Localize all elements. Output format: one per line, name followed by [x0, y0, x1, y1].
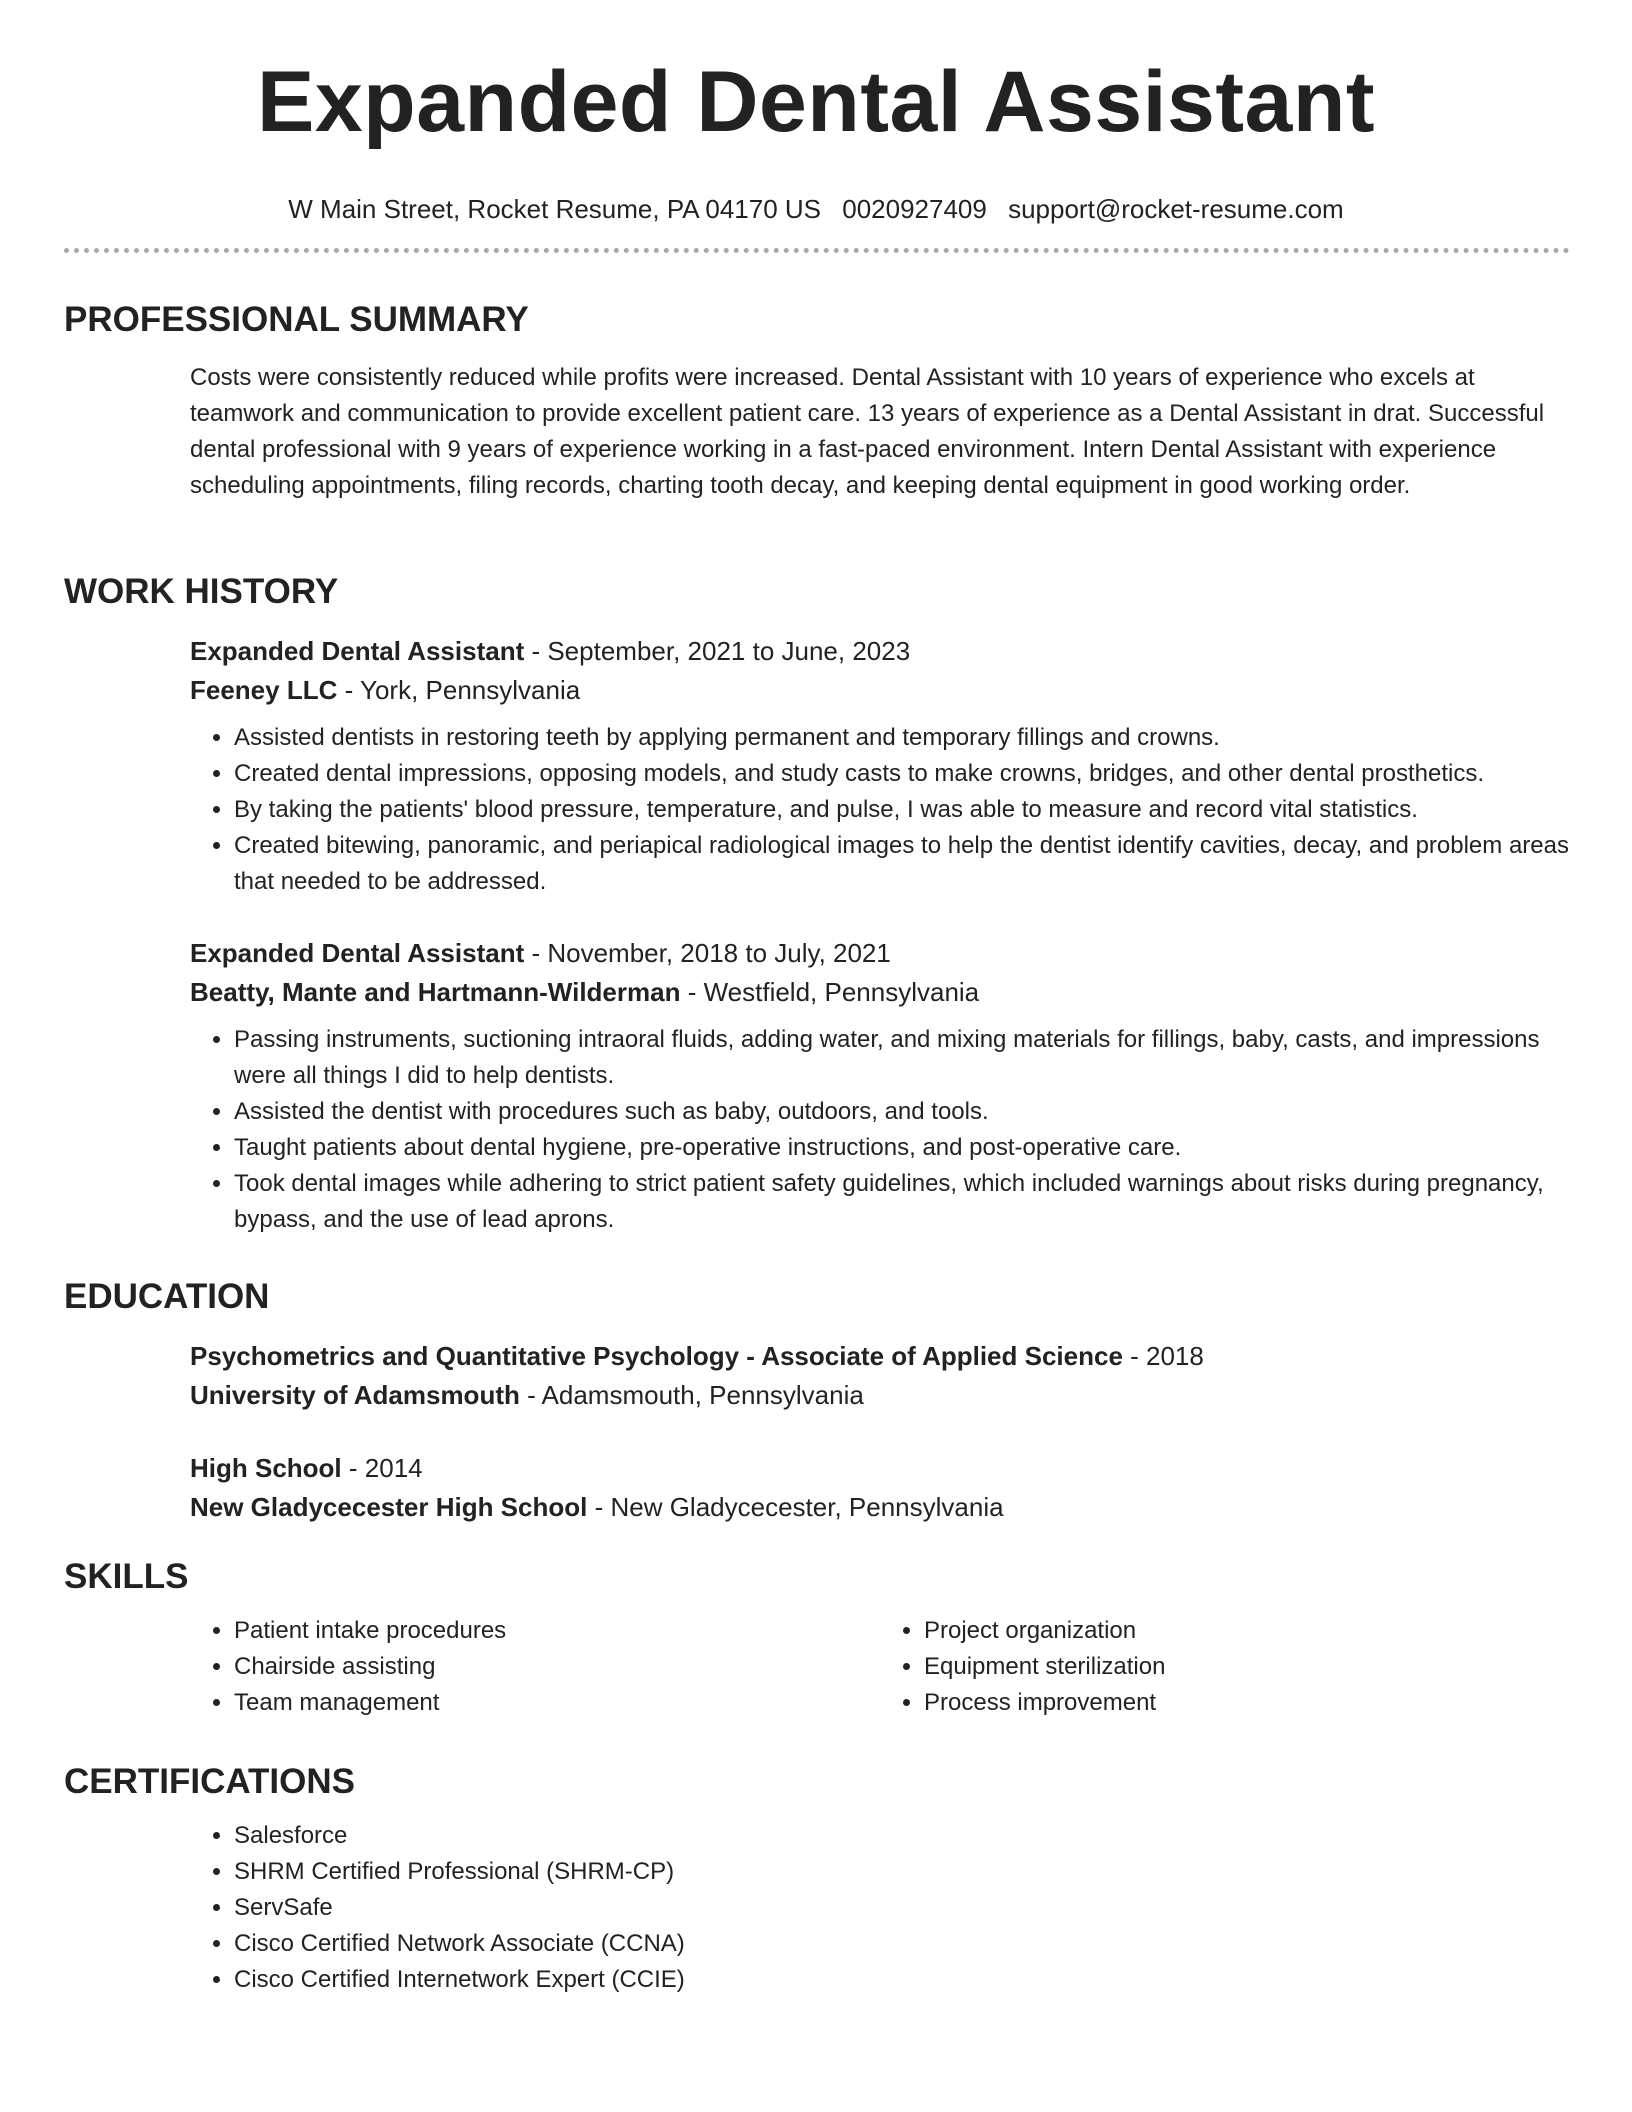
- school: New Gladycecester High School: [190, 1492, 588, 1522]
- job-location: - Westfield, Pennsylvania: [680, 977, 980, 1007]
- job-dates: - November, 2018 to July, 2021: [524, 938, 891, 968]
- school-location: - New Gladycecester, Pennsylvania: [587, 1492, 1004, 1522]
- skill-item: • Team management: [234, 1685, 880, 1721]
- section-title: SKILLS: [64, 1557, 189, 1596]
- address: W Main Street, Rocket Resume, PA 04170 US: [288, 194, 822, 224]
- edu-year: - 2018: [1122, 1341, 1204, 1371]
- certifications-list: [190, 1818, 1570, 1998]
- work-history-section: [64, 570, 1570, 1238]
- skills-column-right: [880, 1613, 1570, 1721]
- certification-item: • Cisco Certified Network Associate (CCNA): [234, 1926, 1570, 1962]
- contact-line: [0, 192, 1632, 226]
- degree: Psychometrics and Quantitative Psychology - Associate of Applied Science: [190, 1341, 1123, 1371]
- list-item: • Created dental impressions, opposing models, and study casts to make crowns, bridges, and other dental prosthetics.: [234, 756, 1570, 792]
- summary-text: Costs were consistently reduced while profits were increased. Dental Assistant with 10 years of experience who excels at teamwork and communication to provide excellent patient care. 13 years of experience as a Dental Assistant in drat. Successful dental professional with 9 years of experience working in a fast-paced environment. Intern Dental Assistant with experience scheduling appointments, filing records, charting tooth decay, and keeping dental equipment in good working order.: [190, 364, 1545, 499]
- skill-item: • Equipment sterilization: [924, 1649, 1570, 1685]
- education-entry: [190, 1337, 1570, 1415]
- job-company: Feeney LLC: [190, 675, 338, 705]
- list-item: • Passing instruments, suctioning intraoral fluids, adding water, and mixing materials for fillings, baby, casts, and impressions were all things I did to help dentists.: [234, 1022, 1570, 1094]
- skill-item: • Chairside assisting: [234, 1649, 880, 1685]
- list-item: • Created bitewing, panoramic, and periapical radiological images to help the dentist identify cavities, decay, and problem areas that needed to be addressed.: [234, 828, 1570, 900]
- list-item: • Assisted the dentist with procedures such as baby, outdoors, and tools.: [234, 1094, 1570, 1130]
- job-company: Beatty, Mante and Hartmann-Wilderman: [190, 977, 681, 1007]
- candidate-name: Expanded Dental Assistant: [256, 54, 1376, 150]
- summary-section: [64, 298, 1570, 504]
- section-title: EDUCATION: [64, 1277, 270, 1316]
- list-item: • Assisted dentists in restoring teeth by applying permanent and temporary fillings and crowns.: [234, 720, 1570, 756]
- list-item: • Taught patients about dental hygiene, pre-operative instructions, and post-operative care.: [234, 1130, 1570, 1166]
- job-entry: [190, 934, 1570, 1238]
- education-section: [64, 1275, 1570, 1527]
- edu-year: - 2014: [341, 1453, 423, 1483]
- resume-header: [0, 52, 1632, 226]
- skills-column-left: [190, 1613, 880, 1721]
- degree: High School: [190, 1453, 342, 1483]
- certification-item: • SHRM Certified Professional (SHRM-CP): [234, 1854, 1570, 1890]
- section-title: WORK HISTORY: [64, 572, 339, 611]
- skill-item: • Process improvement: [924, 1685, 1570, 1721]
- header-divider: [64, 248, 1570, 253]
- skills-columns: [190, 1613, 1570, 1721]
- school-location: - Adamsmouth, Pennsylvania: [519, 1380, 864, 1410]
- job-bullets: [190, 720, 1570, 900]
- skills-section: [64, 1555, 1570, 1721]
- section-title: PROFESSIONAL SUMMARY: [64, 300, 529, 339]
- phone: 0020927409: [842, 194, 987, 224]
- section-title: CERTIFICATIONS: [64, 1762, 356, 1801]
- certification-item: • ServSafe: [234, 1890, 1570, 1926]
- job-bullets: [190, 1022, 1570, 1238]
- education-entry: [190, 1449, 1570, 1527]
- certifications-section: [64, 1760, 1570, 1998]
- certification-item: • Cisco Certified Internetwork Expert (CCIE): [234, 1962, 1570, 1998]
- list-item: • Took dental images while adhering to strict patient safety guidelines, which included warnings about risks during pregnancy, bypass, and the use of lead aprons.: [234, 1166, 1570, 1238]
- email: support@rocket-resume.com: [1008, 194, 1344, 224]
- job-role: Expanded Dental Assistant: [190, 636, 525, 666]
- skill-item: • Patient intake procedures: [234, 1613, 880, 1649]
- certification-item: • Salesforce: [234, 1818, 1570, 1854]
- job-entry: [190, 632, 1570, 900]
- skill-item: • Project organization: [924, 1613, 1570, 1649]
- job-dates: - September, 2021 to June, 2023: [524, 636, 911, 666]
- list-item: • By taking the patients' blood pressure, temperature, and pulse, I was able to measure and record vital statistics.: [234, 792, 1570, 828]
- school: University of Adamsmouth: [190, 1380, 520, 1410]
- job-role: Expanded Dental Assistant: [190, 938, 525, 968]
- job-location: - York, Pennsylvania: [337, 675, 581, 705]
